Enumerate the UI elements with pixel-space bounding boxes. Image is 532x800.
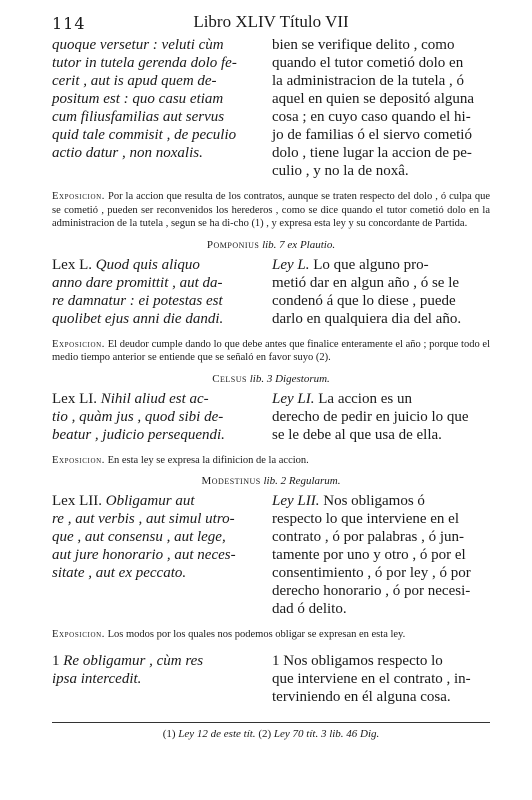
page-header [52, 10, 490, 36]
law-52 [52, 492, 490, 618]
exposition-text: Por la accion que resulta de los contratos, aunque se traten respecto del dolo , ó culpa que se cometió , pueden ser reconvenidos los herederos , como se dice quando el tutor cometió dolo en la administracion de la tutela , segun se ha di-cho (1) , y expresa esta ley y su concordante de Partida. [52, 191, 490, 229]
lex-51-latin: Lex LI. Nihil aliud est ac- tio , quàm jus , quod sibi de- beatur , judicio persequendi. [52, 390, 225, 443]
footnotes: (1) Ley 12 de este tít. (2) Ley 70 tít. 3 lib. 46 Dig. [52, 722, 490, 740]
law-50 [52, 256, 490, 328]
item-1 [52, 652, 490, 706]
ley-51-spanish: Ley LI. La accion es un derecho de pedir en juicio lo que se le debe al que usa de ella. [272, 390, 469, 443]
lex-50-latin: Lex L. Quod quis aliquo anno dare promittit , aut da- re damnatur : ei potestas est quolibet ejus anni die dandi. [52, 256, 224, 327]
continuation-block [52, 36, 490, 180]
latin-continuation: quoque versetur : veluti cùm tutor in tutela gerenda dolo fe- cerit , aut is apud quem de- positum est : quo casu etiam cum filiusfamilias aut servus quid tale commisit , de peculio actio datur , non noxalis. [52, 37, 237, 161]
law-51 [52, 390, 490, 444]
source-modestinus: Modestinus lib. 2 Regularum. [201, 475, 341, 487]
exposition-2: Exposicion. El deudor cumple dando lo que debe antes que finalice enteramente el año ; porque todo el medio tiempo anterior se entiende que se señaló en favor suyo (2). [52, 338, 490, 363]
exposition-1 [52, 190, 490, 231]
ley-50-spanish: Ley L. Lo que alguno pro- metió dar en algun año , ó se le condenó á que lo diese , puede darlo en qualquiera dia del año. [272, 256, 462, 327]
book-page [52, 10, 490, 706]
page-number: 114 [52, 14, 86, 33]
ley-52-spanish: Ley LII. Nos obligamos ó respecto lo que interviene en el contrato , ó por palabras , ó jun- tamente por uno y otro , ó por el consentimiento , ó por ley , ó por derecho honorario , ó por necesi- dad ó delito. [272, 493, 471, 617]
item-1-spanish: 1 Nos obligamos respecto lo que interviene en el contrato , in- terviniendo en él alguna cosa. [272, 652, 471, 705]
running-title: Libro XLIV Título VII [193, 12, 349, 31]
source-celsus: Celsus lib. 3 Digestorum. [212, 372, 330, 385]
item-1-latin: 1 Re obligamur , cùm res ipsa intercedit. [52, 652, 204, 687]
lex-52-latin: Lex LII. Obligamur aut re , aut verbis , aut simul utro- que , aut consensu , aut lege, aut jure honorario , aut neces- sitate , aut ex peccato. [52, 493, 236, 581]
source-pomponius: Pomponius lib. 7 ex Plautio. [206, 238, 336, 251]
exposition-4: Exposicion. Los modos por los quales nos podemos obligar se expresan en esta ley. [52, 629, 406, 640]
exposition-label: Exposicion. [52, 191, 105, 202]
spanish-continuation: bien se verifique delito , como quando el tutor cometió dolo en la administracion de la tutela , ó aquel en quien se depositó alguna cosa ; en cuyo caso quando el hi- jo de familias ó el siervo cometió dolo , tiene lugar la accion de pe- culio , y no la de noxâ. [272, 37, 475, 179]
exposition-3: Exposicion. En esta ley se expresa la difinicion de la accion. [52, 454, 309, 466]
